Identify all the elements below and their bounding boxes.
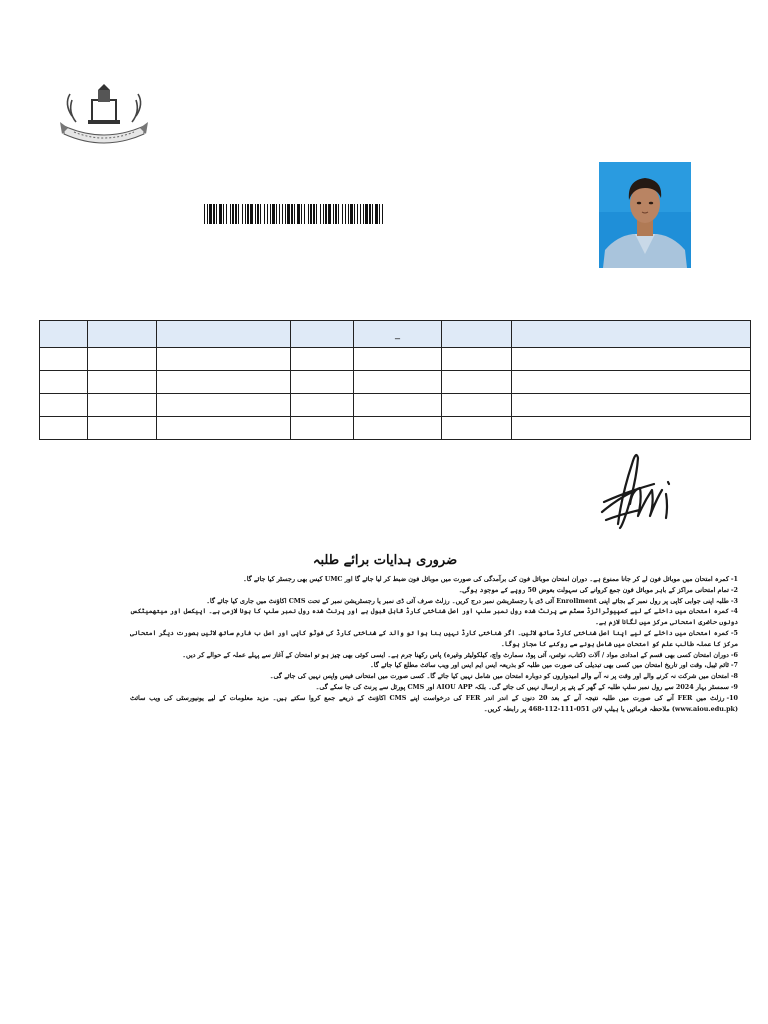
barcode-bar <box>226 204 227 224</box>
barcode-bar <box>272 204 275 224</box>
table-cell <box>442 417 512 440</box>
instruction-item <box>130 574 738 585</box>
barcode-bar <box>310 204 312 224</box>
student-photo-image <box>599 162 691 268</box>
instruction-item <box>130 596 738 607</box>
table-cell <box>442 348 512 371</box>
barcode-bar <box>304 204 305 224</box>
exam-schedule-table <box>39 320 751 440</box>
instruction-number: 9- <box>730 682 738 691</box>
instruction-item <box>130 585 738 596</box>
barcode-bar <box>216 204 217 224</box>
table-header-cell <box>157 321 291 348</box>
instruction-text: تمام امتحانی مراکز کے باہر موبائل فون جمع کروانے کی سہولت بعوض 50 روپے کے موجود ہوگی۔ <box>458 585 729 594</box>
barcode-bar <box>338 204 339 224</box>
table-header-cell <box>40 321 88 348</box>
barcode-bar <box>291 204 293 224</box>
table-header-row <box>40 321 751 348</box>
barcode-bar <box>238 204 239 224</box>
instructions-list <box>130 574 738 714</box>
instruction-text: سمسٹر بہار 2024 سے رول نمبر سلپ طلبہ کے گھر کے پتے پر ارسال نہیں کی جائے گی۔ بلکہ AIOU APP اور CMS پورٹل سے پرنٹ کی جا سکے گی۔ <box>315 682 729 691</box>
barcode-bar <box>320 204 321 224</box>
instruction-text: کمرہ امتحان میں داخلے کے لیے اپنا اصل شناختی کارڈ ساتھ لائیں۔ اگر شناختی کارڈ نہیں بنا ہوا تو والد کے شناختی کارڈ کی فوٹو کاپی اور اصل ب فارم ساتھ لائیں بصورت دیگر امتحانی مرکز کا عملہ طالب علم کو امتحان میں شامل ہونے سے روکنے کا مجاز ہوگا۔ <box>130 628 738 648</box>
barcode-bar <box>348 204 349 224</box>
barcode-bar <box>247 204 249 224</box>
table-cell <box>88 371 157 394</box>
barcode-bar <box>250 204 253 224</box>
table-cell <box>88 348 157 371</box>
table-row <box>40 417 751 440</box>
barcode-bar <box>223 204 224 224</box>
table-cell <box>157 371 291 394</box>
barcode <box>204 204 386 224</box>
university-logo <box>58 82 150 154</box>
instruction-number: 10- <box>726 693 739 702</box>
table-cell <box>354 417 442 440</box>
barcode-bar <box>372 204 373 224</box>
instruction-item <box>130 606 738 628</box>
instruction-number: 3- <box>730 596 738 605</box>
barcode-bar <box>213 204 215 224</box>
table-row <box>40 348 751 371</box>
instruction-item <box>130 682 738 693</box>
barcode-bar <box>235 204 237 224</box>
barcode-bar <box>369 204 371 224</box>
barcode-bar <box>282 204 283 224</box>
barcode-bar <box>207 204 208 224</box>
handwritten-signature-icon <box>596 444 680 536</box>
barcode-bar <box>316 204 317 224</box>
barcode-icon <box>204 204 386 224</box>
table-cell <box>40 394 88 417</box>
table-header-cell <box>291 321 354 348</box>
barcode-bar <box>363 204 364 224</box>
instruction-item <box>130 650 738 661</box>
barcode-bar <box>285 204 286 224</box>
table-cell <box>291 417 354 440</box>
barcode-bar <box>354 204 355 224</box>
barcode-bar <box>294 204 295 224</box>
barcode-bar <box>325 204 327 224</box>
signature <box>596 444 680 536</box>
barcode-bar <box>255 204 256 224</box>
barcode-bar <box>382 204 383 224</box>
instruction-number: 7- <box>730 661 738 670</box>
table-header-cell <box>442 321 512 348</box>
instruction-number: 1- <box>730 575 738 583</box>
instruction-text: طلبہ اپنی جوابی کاپی پر رول نمبر کے بجائے اپنی Enrollment آئی ڈی یا رجسٹریشن نمبر درج کریں۔ رزلٹ صرف آئی ڈی نمبر یا رجسٹریشن نمبر کے تحت CMS اکاؤنٹ میں جاری کیا جائے گا۔ <box>206 596 729 605</box>
table-cell <box>40 417 88 440</box>
barcode-bar <box>335 204 337 224</box>
table-cell <box>157 394 291 417</box>
instruction-number: 4- <box>730 607 738 616</box>
barcode-bar <box>260 204 261 224</box>
barcode-bar <box>323 204 324 224</box>
university-crest-icon <box>58 82 150 154</box>
barcode-bar <box>204 204 205 224</box>
table-cell <box>442 371 512 394</box>
table-cell <box>512 371 751 394</box>
instruction-text: کمرہ امتحان میں داخلے کے لیے کمپیوٹرائزڈ سسٹم سے پرنٹ شدہ رول نمبر سلپ اور اصل شناختی کارڈ قابل قبول ہے اور پرنٹ شدہ رول نمبر سلپ کا ہونا لازمی ہے۔ اپیکسل اور میتھمیٹکس دونوں حاضری امتحانی مرکز میں لگانا لازم ہے۔ <box>130 607 738 627</box>
instruction-text: ٹائم ٹیبل، وقت اور تاریخ امتحان میں کسی بھی تبدیلی کی صورت میں طلبہ کو بذریعہ ایس ایم ایس اور ویب سائٹ مطلع کیا جائے گا۔ <box>370 661 729 670</box>
barcode-bar <box>230 204 231 224</box>
barcode-bar <box>245 204 246 224</box>
table-cell <box>354 371 442 394</box>
table-cell <box>88 417 157 440</box>
instruction-item <box>130 628 738 650</box>
barcode-bar <box>350 204 353 224</box>
table-cell <box>354 348 442 371</box>
instruction-number: 2- <box>730 585 738 594</box>
instruction-number: 6- <box>730 650 738 659</box>
barcode-bar <box>287 204 290 224</box>
table-cell <box>442 394 512 417</box>
table-header-cell <box>88 321 157 348</box>
table-cell <box>512 348 751 371</box>
student-photo <box>599 162 691 268</box>
instruction-number: 5- <box>730 628 738 637</box>
barcode-bar <box>267 204 268 224</box>
barcode-bar <box>345 204 346 224</box>
barcode-bar <box>313 204 315 224</box>
instruction-text: رزلٹ میں FER آنے کی صورت میں طلبہ نتیجہ آنے کے بعد 20 دنوں کے اندر اندر FER کی درخواست اپنے CMS اکاؤنٹ کے ذریعے جمع کروا سکتے ہیں۔ مزید معلومات کے لیے یونیورسٹی کی ویب سائٹ (www.aiou.edu.pk) ملاحظہ فرمائیں یا ہیلپ لائن 051-111-112-468 پر رابطہ کریں۔ <box>130 693 738 713</box>
barcode-bar <box>342 204 343 224</box>
barcode-bar <box>301 204 302 224</box>
barcode-bar <box>264 204 265 224</box>
instruction-text: کمرہ امتحان میں موبائل فون لے کر جانا ممنوع ہے۔ دوران امتحان موبائل فون کی برآمدگی کی صورت میں موبائل فون ضبط کر لیا جائے گا اور UMC کیس بھی رجسٹر کیا جائے گا۔ <box>242 575 729 583</box>
barcode-bar <box>365 204 368 224</box>
barcode-bar <box>328 204 331 224</box>
barcode-bar <box>219 204 222 224</box>
instruction-text: دوران امتحان کسی بھی قسم کے امدادی مواد / آلات (کتاب، نوٹس، آئی پوڈ، سمارٹ واچ، کیلکولیٹر وغیرہ) پاس رکھنا جرم ہے۔ ایسی کوئی بھی چیز ہو تو امتحان کے آغاز سے پہلے عملہ کے حوالے کر دیں۔ <box>182 650 729 659</box>
table-row <box>40 371 751 394</box>
barcode-bar <box>333 204 334 224</box>
barcode-bar <box>360 204 361 224</box>
barcode-bar <box>270 204 271 224</box>
table-cell <box>354 394 442 417</box>
instruction-item <box>130 660 738 671</box>
barcode-bar <box>209 204 212 224</box>
instruction-item <box>130 693 738 715</box>
table-cell <box>291 371 354 394</box>
barcode-bar <box>297 204 300 224</box>
table-header-cell: _ <box>354 321 442 348</box>
barcode-bar <box>379 204 380 224</box>
barcode-bar <box>257 204 259 224</box>
barcode-bar <box>375 204 378 224</box>
instruction-number: 8- <box>730 672 738 681</box>
barcode-bar <box>276 204 277 224</box>
table-row <box>40 394 751 417</box>
instruction-text: امتحان میں شرکت نہ کرنے والے اور وقت پر نہ آنے والے امیدواروں کو دوبارہ امتحان میں شامل نہیں کیا جائے گا۔ کسی صورت میں امتحانی فیس واپس نہیں کی جائے گی۔ <box>269 672 729 681</box>
table-cell <box>88 394 157 417</box>
table-cell <box>512 417 751 440</box>
barcode-bar <box>242 204 243 224</box>
barcode-bar <box>308 204 309 224</box>
instruction-item <box>130 671 738 682</box>
table-cell <box>291 394 354 417</box>
table-cell <box>512 394 751 417</box>
table-cell <box>291 348 354 371</box>
barcode-bar <box>357 204 358 224</box>
table-cell <box>157 417 291 440</box>
table-cell <box>40 348 88 371</box>
table-cell <box>40 371 88 394</box>
table-cell <box>157 348 291 371</box>
instructions-title: ضروری ہدایات برائے طلبہ <box>312 553 458 568</box>
barcode-bar <box>279 204 280 224</box>
table-header-cell <box>512 321 751 348</box>
barcode-bar <box>232 204 234 224</box>
